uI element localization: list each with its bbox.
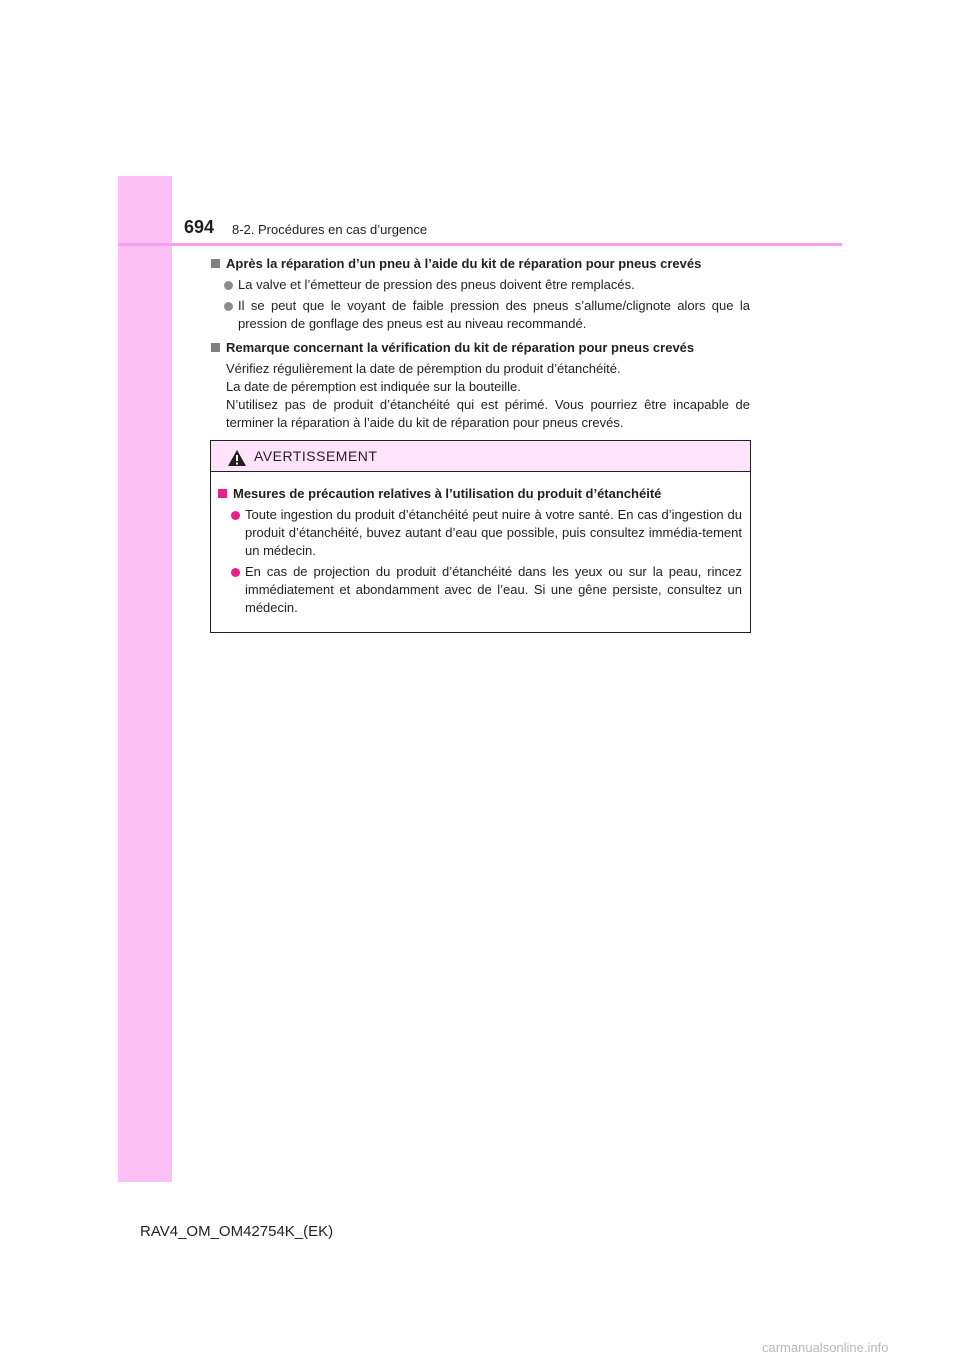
list-item bbox=[217, 506, 742, 560]
warning-box bbox=[210, 440, 751, 633]
section-heading bbox=[210, 339, 750, 357]
warning-header bbox=[211, 441, 750, 472]
section-paragraph bbox=[210, 360, 750, 432]
list-item-text: Toute ingestion du produit d’étanchéité peut nuire à votre santé. En cas d’ingestion du produit d’étanchéité, buvez autant d’eau que possible, puis consultez immédia-tement un médecin. bbox=[245, 507, 742, 558]
section-heading bbox=[210, 255, 750, 273]
paragraph-line: Vérifiez régulièrement la date de péremption du produit d’étanchéité. bbox=[226, 361, 621, 376]
list-item-text: La valve et l’émetteur de pression des pneus doivent être remplacés. bbox=[238, 277, 635, 292]
side-tab-band bbox=[118, 176, 172, 1182]
paragraph-line: N’utilisez pas de produit d’étanchéité qui est périmé. Vous pourriez être incapable de terminer la réparation à l’aide du kit de réparation pour pneus crevés. bbox=[226, 397, 750, 430]
section-heading-text: Après la réparation d’un pneu à l’aide du kit de réparation pour pneus crevés bbox=[226, 256, 702, 271]
watermark: carmanualsonline.info bbox=[762, 1340, 889, 1355]
circle-bullet-icon bbox=[224, 302, 233, 311]
circle-bullet-icon bbox=[224, 281, 233, 290]
section-heading-text: Remarque concernant la vérification du kit de réparation pour pneus crevés bbox=[226, 340, 695, 355]
paragraph-line: La date de péremption est indiquée sur la bouteille. bbox=[226, 379, 521, 394]
document-code: RAV4_OM_OM42754K_(EK) bbox=[140, 1223, 334, 1240]
header-rule bbox=[118, 243, 842, 246]
square-bullet-icon bbox=[211, 343, 220, 352]
square-bullet-icon bbox=[211, 259, 220, 268]
circle-bullet-icon bbox=[231, 568, 240, 577]
warning-heading-text: Mesures de précaution relatives à l’utilisation du produit d’étanchéité bbox=[233, 486, 662, 501]
page-number: 694 bbox=[184, 217, 215, 237]
list-item-text: Il se peut que le voyant de faible pression des pneus s’allume/clignote alors que la pression de gonflage des pneus est au niveau recommandé. bbox=[238, 298, 750, 331]
circle-bullet-icon bbox=[231, 511, 240, 520]
warning-title: AVERTISSEMENT bbox=[254, 448, 378, 464]
list-item bbox=[210, 276, 750, 294]
square-bullet-icon bbox=[218, 489, 227, 498]
section-title: 8-2. Procédures en cas d’urgence bbox=[232, 222, 428, 237]
warning-heading bbox=[217, 485, 742, 503]
warning-body bbox=[211, 472, 750, 617]
list-item bbox=[217, 563, 742, 617]
list-item bbox=[210, 297, 750, 333]
warning-triangle-icon bbox=[227, 449, 247, 467]
list-item-text: En cas de projection du produit d’étanchéité dans les yeux ou sur la peau, rincez immédiatement et abondamment avec de l’eau. Si une gêne persiste, consultez un médecin. bbox=[245, 564, 742, 615]
main-content bbox=[210, 255, 750, 435]
